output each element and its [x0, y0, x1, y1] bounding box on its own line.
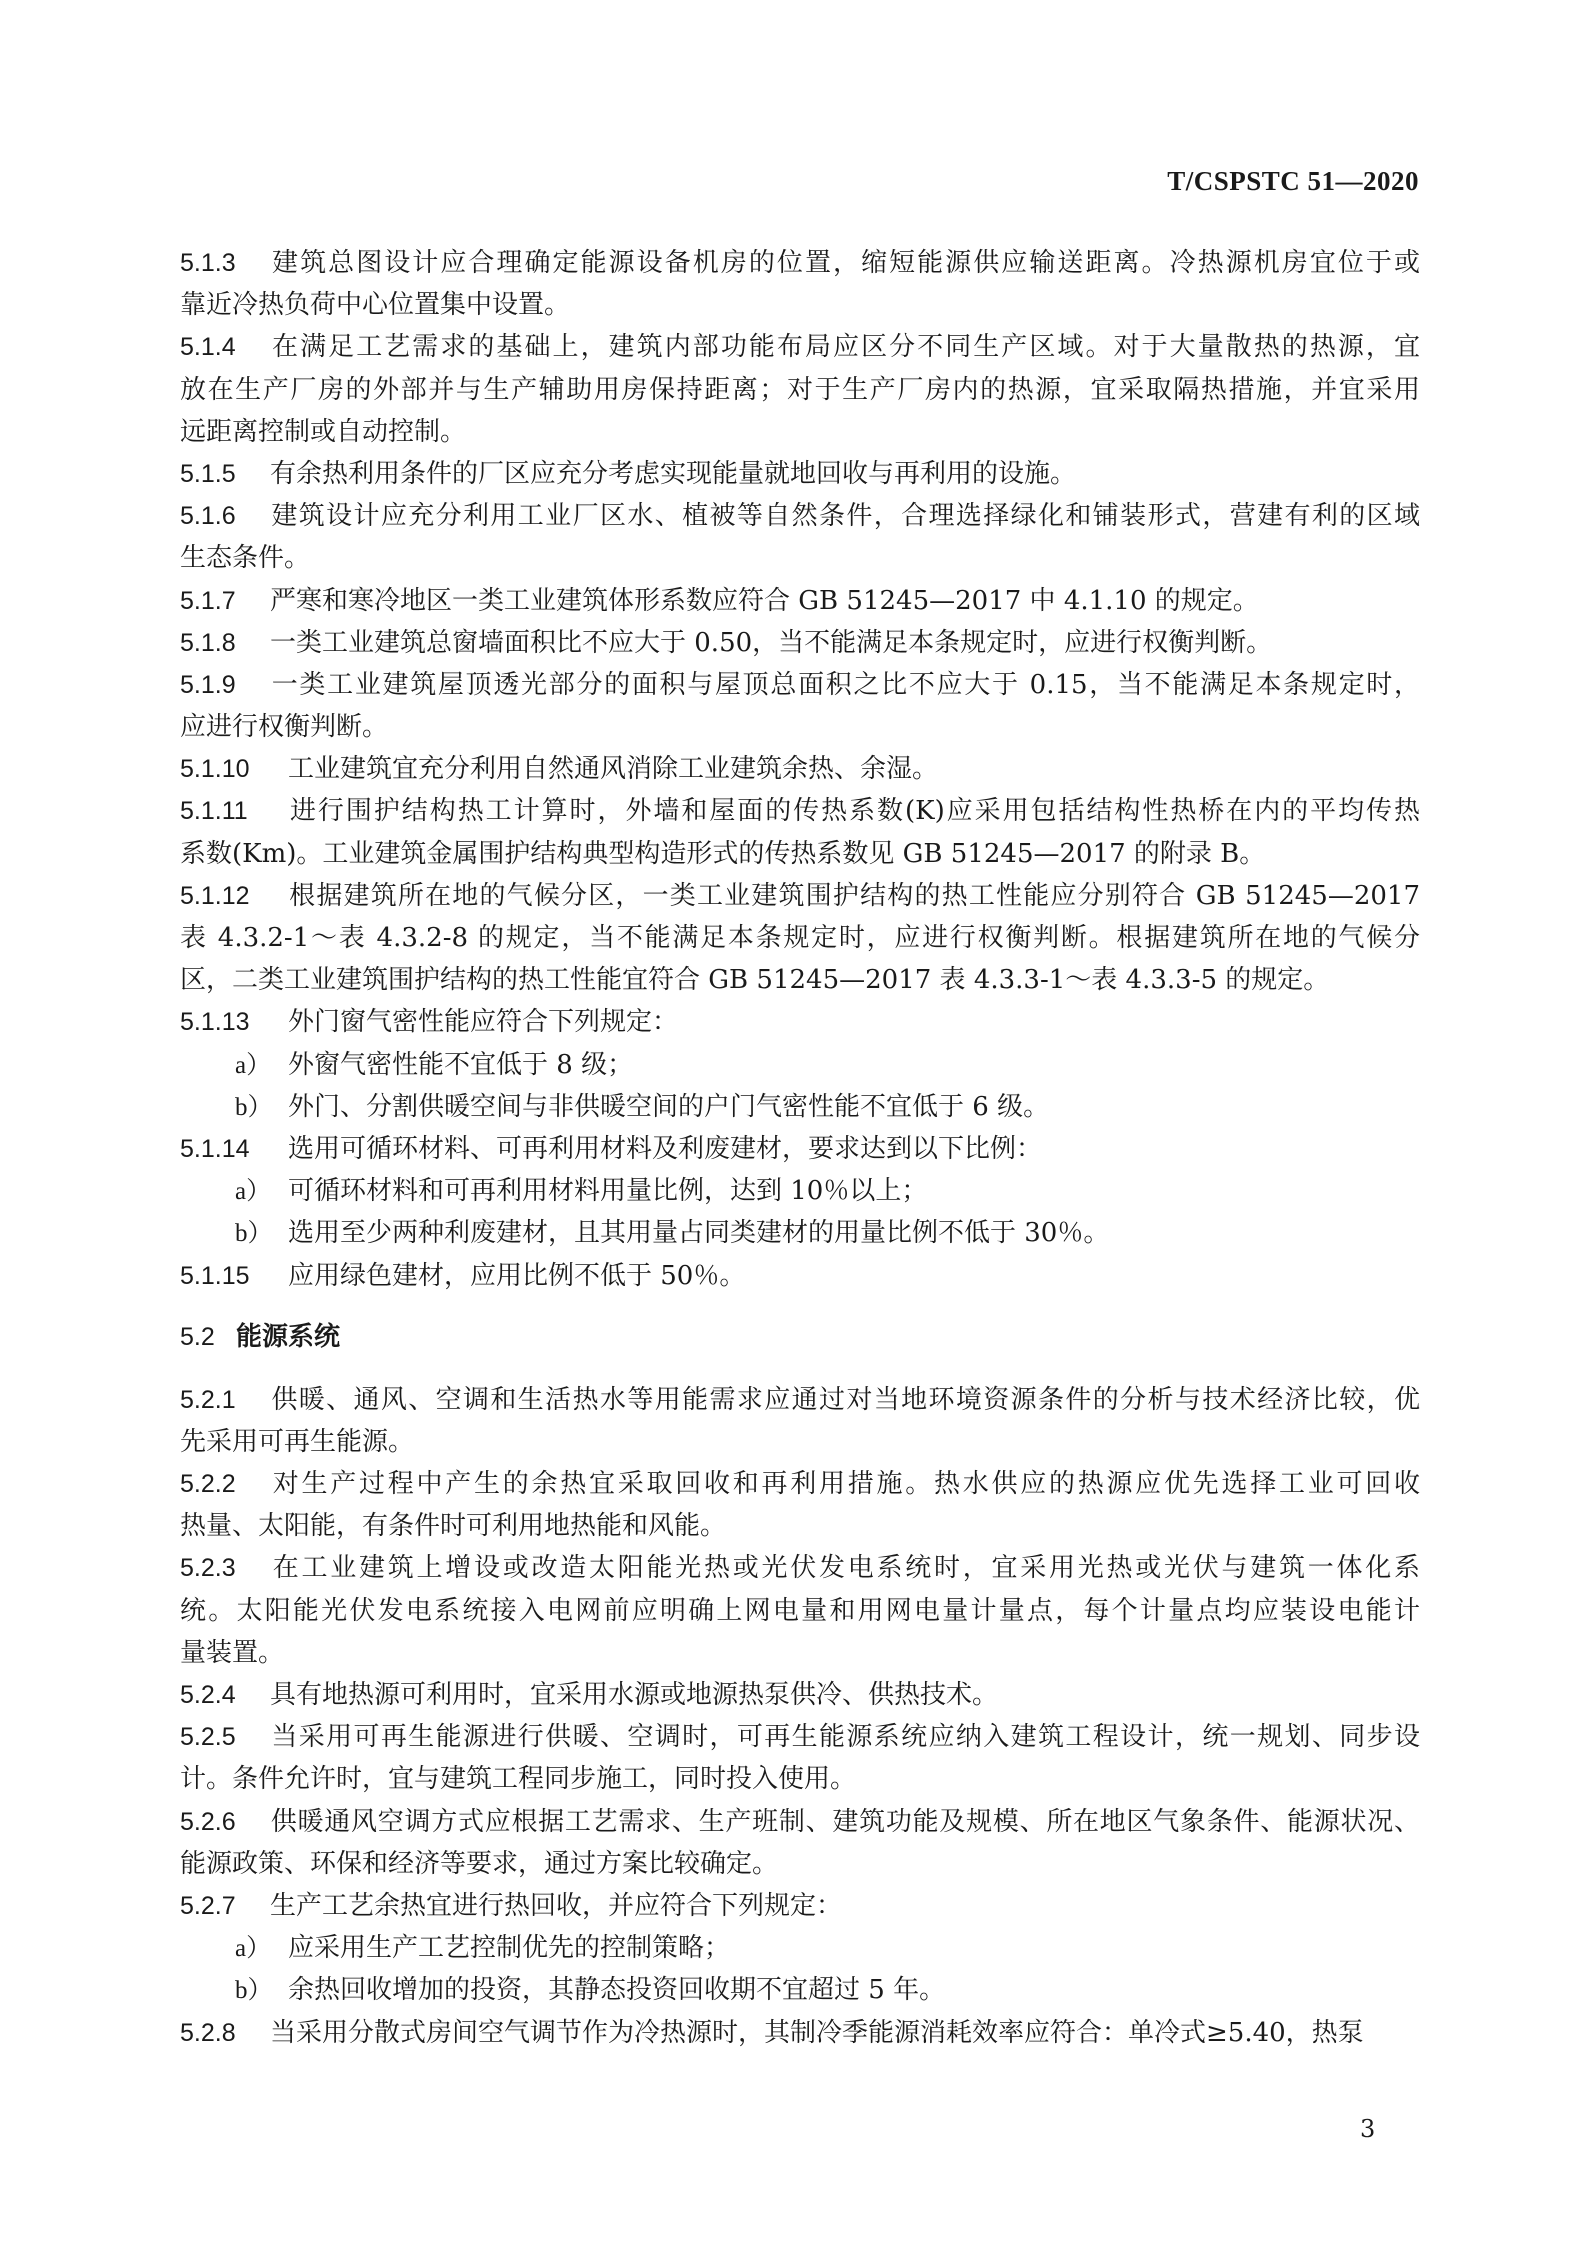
clause-paragraph	[180, 1674, 1420, 1716]
list-item	[180, 1212, 1420, 1254]
text-line	[180, 1379, 1420, 1421]
text-line	[180, 706, 1420, 748]
clause-text: 热量、太阳能，有条件时可利用地热能和风能。	[180, 1511, 727, 1542]
clause-number: 5.2.6	[180, 1807, 236, 1836]
clause-paragraph	[180, 1885, 1420, 1927]
clause-text: 根据建筑所在地的气候分区，一类工业建筑围护结构的热工性能应分别符合 GB 51245—2017	[288, 880, 1420, 911]
clause-text: 外门窗气密性能应符合下列规定：	[288, 1007, 679, 1038]
clause-text: 外门、分割供暖空间与非供暖空间的户门气密性能不宜低于 6 级。	[288, 1091, 1050, 1122]
text-line	[180, 1590, 1420, 1632]
clause-text: 计。条件允许时，宜与建筑工程同步施工，同时投入使用。	[180, 1764, 857, 1795]
clause-text: 靠近冷热负荷中心位置集中设置。	[180, 290, 571, 321]
text-line	[180, 580, 1420, 622]
clause-paragraph	[180, 1255, 1420, 1297]
text-line	[180, 453, 1420, 495]
text-line	[180, 326, 1420, 368]
section-heading	[180, 1315, 1420, 1357]
text-line	[180, 1421, 1420, 1463]
text-line	[180, 1632, 1420, 1674]
text-line	[180, 411, 1420, 453]
clause-paragraph	[180, 1547, 1420, 1674]
text-line	[180, 1674, 1420, 1716]
text-line	[180, 748, 1420, 790]
clause-text: 生态条件。	[180, 543, 311, 574]
clause-paragraph	[180, 1716, 1420, 1800]
clause-number: 5.1.10	[180, 755, 250, 784]
clause-text: 统。太阳能光伏发电系统接入电网前应明确上网电量和用网电量计量点，每个计量点均应装设电能计	[180, 1595, 1420, 1626]
list-item	[180, 1086, 1420, 1128]
clause-number: 5.1.15	[180, 1261, 250, 1290]
clause-number: 5.1.12	[180, 881, 250, 910]
clause-number: 5.2.8	[180, 2018, 236, 2047]
text-line	[180, 917, 1420, 959]
clause-text: 能源政策、环保和经济等要求，通过方案比较确定。	[180, 1848, 779, 1879]
text-line	[180, 495, 1420, 537]
list-marker: b）	[235, 1093, 273, 1121]
section-title: 能源系统	[236, 1320, 341, 1351]
text-line	[180, 1001, 1420, 1043]
text-line	[180, 2012, 1420, 2054]
page-number: 3	[1360, 2115, 1376, 2143]
clause-paragraph	[180, 1463, 1420, 1547]
clause-paragraph	[180, 790, 1420, 874]
clause-paragraph	[180, 622, 1420, 664]
clause-text: 选用至少两种利废建材，且其用量占同类建材的用量比例不低于 30％。	[288, 1218, 1110, 1249]
clause-number: 5.1.13	[180, 1008, 250, 1037]
clause-text: 量装置。	[180, 1637, 285, 1668]
clause-text: 先采用可再生能源。	[180, 1426, 415, 1457]
clause-paragraph	[180, 1128, 1420, 1170]
clause-number: 5.1.3	[180, 249, 236, 277]
clause-paragraph	[180, 748, 1420, 790]
text-line	[180, 1086, 1420, 1128]
text-line	[180, 1843, 1420, 1885]
clause-number: 5.1.8	[180, 628, 236, 657]
text-line	[180, 1463, 1420, 1505]
text-line	[180, 790, 1420, 832]
clause-text: 应进行权衡判断。	[180, 712, 389, 743]
clause-paragraph	[180, 2012, 1420, 2054]
clause-text: 放在生产厂房的外部并与生产辅助用房保持距离；对于生产厂房内的热源，宜采取隔热措施，并宜采用	[180, 374, 1420, 405]
text-line	[180, 833, 1420, 875]
text-line	[180, 1885, 1420, 1927]
list-marker: a）	[235, 1935, 272, 1963]
list-marker: b）	[235, 1977, 273, 2005]
clause-text: 当采用可再生能源进行供暖、空调时，可再生能源系统应纳入建筑工程设计，统一规划、同步设	[270, 1722, 1420, 1753]
clause-paragraph	[180, 326, 1420, 453]
clause-number: 5.1.4	[180, 333, 236, 362]
document-code-header: T/CSPSTC 51—2020	[1167, 166, 1419, 196]
clause-number: 5.2.7	[180, 1891, 236, 1920]
text-line	[180, 622, 1420, 664]
clause-number: 5.2.5	[180, 1723, 236, 1752]
clause-text: 供暖、通风、空调和生活热水等用能需求应通过对当地环境资源条件的分析与技术经济比较，优	[270, 1384, 1420, 1415]
list-item	[180, 1170, 1420, 1212]
clause-text: 应采用生产工艺控制优先的控制策略；	[288, 1933, 731, 1964]
clause-text: 一类工业建筑屋顶透光部分的面积与屋顶总面积之比不应大于 0.15，当不能满足本条规定时，	[270, 669, 1420, 700]
clause-number: 5.1.5	[180, 459, 236, 488]
clause-text: 区，二类工业建筑围护结构的热工性能宜符合 GB 51245—2017 表 4.3.3-1～表 4.3.3-5 的规定。	[180, 965, 1330, 996]
clause-text: 一类工业建筑总窗墙面积比不应大于 0.50，当不能满足本条规定时，应进行权衡判断。	[270, 627, 1273, 658]
text-line	[180, 1927, 1420, 1969]
clause-text: 供暖通风空调方式应根据工艺需求、生产班制、建筑功能及规模、所在地区气象条件、能源状况、	[270, 1806, 1420, 1837]
text-line	[180, 1505, 1420, 1547]
clause-paragraph	[180, 580, 1420, 622]
clause-number: 5.2.4	[180, 1681, 236, 1709]
text-line	[180, 1255, 1420, 1297]
clause-paragraph	[180, 453, 1420, 495]
clause-paragraph	[180, 1379, 1420, 1463]
clause-text: 对生产过程中产生的余热宜采取回收和再利用措施。热水供应的热源应优先选择工业可回收	[270, 1469, 1420, 1500]
list-marker: a）	[235, 1051, 272, 1079]
clause-text: 严寒和寒冷地区一类工业建筑体形系数应符合 GB 51245—2017 中 4.1.10 的规定。	[270, 585, 1259, 616]
clause-text: 选用可循环材料、可再利用材料及利废建材，要求达到以下比例：	[288, 1133, 1043, 1164]
list-item	[180, 1927, 1420, 1969]
text-line	[180, 1801, 1420, 1843]
text-line	[180, 1170, 1420, 1212]
text-line	[180, 1969, 1420, 2011]
clause-text: 远距离控制或自动控制。	[180, 416, 467, 447]
text-line	[180, 1212, 1420, 1254]
clause-number: 5.2.3	[180, 1554, 236, 1583]
clause-paragraph	[180, 875, 1420, 1002]
clause-text: 应用绿色建材，应用比例不低于 50％。	[288, 1260, 746, 1291]
clause-text: 外窗气密性能不宜低于 8 级；	[288, 1049, 634, 1080]
clause-text: 当采用分散式房间空气调节作为冷热源时，其制冷季能源消耗效率应符合：单冷式≥5.40，热泵	[270, 2017, 1364, 2048]
text-line	[180, 1044, 1420, 1086]
list-item	[180, 1969, 1420, 2011]
clause-number: 5.1.7	[180, 586, 236, 615]
clause-number: 5.1.11	[180, 797, 248, 826]
clause-text: 进行围护结构热工计算时，外墙和屋面的传热系数(K)应采用包括结构性热桥在内的平均传热	[288, 796, 1420, 827]
clause-text: 有余热利用条件的厂区应充分考虑实现能量就地回收与再利用的设施。	[270, 458, 1077, 489]
clause-text: 系数(Km)。工业建筑金属围护结构典型构造形式的传热系数见 GB 51245—2017 的附录 B。	[180, 838, 1266, 869]
clause-number: 5.1.9	[180, 670, 236, 699]
list-marker: a）	[235, 1178, 272, 1206]
text-line	[180, 242, 1420, 284]
clause-text: 具有地热源可利用时，宜采用水源或地源热泵供冷、供热技术。	[270, 1680, 999, 1710]
clause-text: 建筑设计应充分利用工业厂区水、植被等自然条件，合理选择绿化和铺装形式，营建有利的区域	[270, 501, 1420, 532]
text-line	[180, 1716, 1420, 1758]
clause-text: 余热回收增加的投资，其静态投资回收期不宜超过 5 年。	[288, 1975, 946, 2006]
clause-text: 生产工艺余热宜进行热回收，并应符合下列规定：	[270, 1890, 843, 1921]
document-body	[180, 242, 1420, 2054]
text-line	[180, 284, 1420, 326]
clause-number: 5.1.14	[180, 1134, 250, 1163]
clause-paragraph	[180, 242, 1420, 326]
clause-text: 建筑总图设计应合理确定能源设备机房的位置，缩短能源供应输送距离。冷热源机房宜位于或	[270, 248, 1420, 278]
clause-text: 工业建筑宜充分利用自然通风消除工业建筑余热、余湿。	[288, 754, 939, 785]
text-line	[180, 1547, 1420, 1589]
clause-number: 5.2.2	[180, 1470, 236, 1499]
text-line	[180, 1128, 1420, 1170]
clause-paragraph	[180, 1001, 1420, 1043]
clause-paragraph	[180, 495, 1420, 579]
clause-paragraph	[180, 664, 1420, 748]
list-item	[180, 1044, 1420, 1086]
text-line	[180, 1758, 1420, 1800]
text-line	[180, 875, 1420, 917]
clause-text: 可循环材料和可再利用材料用量比例，达到 10％以上；	[288, 1176, 928, 1207]
clause-text: 在满足工艺需求的基础上，建筑内部功能布局应区分不同生产区域。对于大量散热的热源，宜	[270, 332, 1420, 363]
text-line	[180, 537, 1420, 579]
list-marker: b）	[235, 1220, 273, 1248]
clause-text: 在工业建筑上增设或改造太阳能光热或光伏发电系统时，宜采用光热或光伏与建筑一体化系	[270, 1553, 1420, 1584]
clause-number: 5.1.6	[180, 502, 236, 531]
text-line	[180, 959, 1420, 1001]
clause-text: 表 4.3.2-1～表 4.3.2-8 的规定，当不能满足本条规定时，应进行权衡判断。根据建筑所在地的气候分	[180, 923, 1420, 953]
section-number: 5.2	[180, 1322, 215, 1351]
text-line	[180, 664, 1420, 706]
text-line	[180, 369, 1420, 411]
clause-paragraph	[180, 1801, 1420, 1885]
clause-number: 5.2.1	[180, 1385, 236, 1414]
